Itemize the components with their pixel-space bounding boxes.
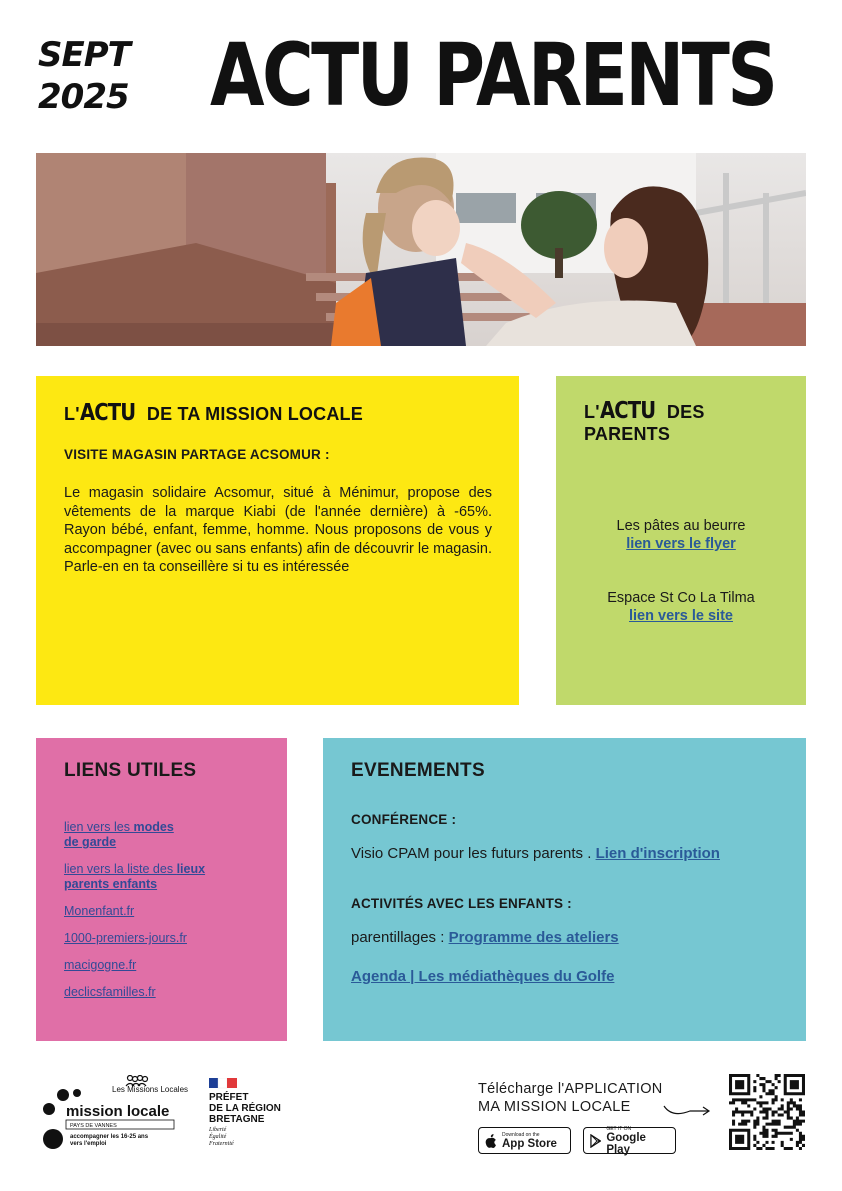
heading-suffix: DE TA MISSION LOCALE <box>141 404 363 424</box>
ml-tagline-1: accompagner les 16-25 ans <box>70 1134 149 1140</box>
events-box <box>323 738 806 1041</box>
mission-locale-logo <box>40 1075 190 1160</box>
app-store-button[interactable] <box>478 1127 571 1154</box>
activities-text: parentillages : <box>351 929 449 946</box>
prefet-bretagne-logo <box>208 1078 308 1153</box>
useful-links-box <box>36 738 287 1041</box>
prefet-line-3: BRETAGNE <box>209 1114 265 1125</box>
heading-prefix: L' <box>64 404 80 424</box>
prefet-line-2: DE LA RÉGION <box>209 1103 281 1114</box>
apple-icon <box>485 1134 497 1148</box>
google-play-label: Google Play <box>606 1131 646 1156</box>
prefet-line-1: PRÉFET <box>209 1092 249 1103</box>
parents-news-box <box>556 376 806 705</box>
ml-name: mission locale <box>66 1103 170 1120</box>
conference-text: Visio CPAM pour les futurs parents . <box>351 845 596 862</box>
parents-item-text: Espace St Co La Tilma <box>607 590 755 606</box>
hero-illustration <box>36 153 806 346</box>
issue-year: 2025 <box>38 77 129 117</box>
heading-actu-word: ACTU <box>599 398 655 424</box>
app-store-label: App Store <box>502 1137 557 1150</box>
app-line-1: Télécharge l'APPLICATION <box>478 1081 663 1097</box>
google-play-small-label: GET IT ON <box>606 1125 632 1132</box>
heading-actu-word: ACTU <box>79 400 135 426</box>
app-download-text <box>478 1080 663 1116</box>
macigogne-link[interactable]: macigogne.fr <box>64 958 137 972</box>
list-item <box>64 820 259 850</box>
heading-line2: PARENTS <box>584 424 671 444</box>
agenda-link[interactable]: Agenda | Les médiathèques du Golfe <box>351 968 615 985</box>
conference-row <box>351 845 778 862</box>
list-item <box>64 931 259 946</box>
parents-heading <box>584 400 778 445</box>
arrow-icon <box>662 1102 712 1118</box>
flyer-link[interactable]: lien vers le flyer <box>626 536 736 552</box>
hero-photo <box>36 153 806 346</box>
ml-network-label: Les Missions Locales <box>112 1085 189 1094</box>
parents-item <box>584 589 778 625</box>
events-heading: EVENEMENTS <box>351 760 485 781</box>
list-item <box>64 904 259 919</box>
site-link[interactable]: lien vers le site <box>629 608 733 624</box>
app-store-small-label: Download on the <box>502 1131 540 1138</box>
app-line-2: MA MISSION LOCALE <box>478 1099 631 1115</box>
motto-2: Égalité <box>209 1134 227 1140</box>
store-visit-subheading: VISITE MAGASIN PARTAGE ACSOMUR : <box>64 447 330 462</box>
parent-child-places-link[interactable]: lien vers la liste des lieux parents enfants <box>64 862 206 891</box>
declicsfamilles-link[interactable]: declicsfamilles.fr <box>64 985 156 999</box>
page-title: ACTU PARENTS <box>210 26 776 126</box>
useful-links-list <box>64 820 259 1000</box>
parents-item <box>584 517 778 553</box>
list-item <box>64 958 259 973</box>
motto-3: Fraternité <box>209 1141 234 1147</box>
store-visit-body: Le magasin solidaire Acsomur, situé à Ménimur, propose des vêtements de la marque Kiabi (de l'année dernière) à -65%. Rayon bébé, enfant, femme, homme. Nous proposons de vous y accompagner (avec ou sans enfants) afin de découvrir le magasin. Parle-en en ta conseillère si tu es intéressée <box>64 485 492 575</box>
google-play-icon <box>590 1134 601 1148</box>
qr-modules <box>729 1074 805 1150</box>
registration-link[interactable]: Lien d'inscription <box>595 845 720 862</box>
agenda-row <box>351 968 778 985</box>
childcare-modes-link[interactable]: lien vers les modes de garde <box>64 820 174 849</box>
parents-items <box>584 517 778 625</box>
ml-tagline-2: vers l'emploi <box>70 1141 107 1147</box>
activities-label: ACTIVITÉS AVEC LES ENFANTS : <box>351 896 572 911</box>
workshops-program-link[interactable]: Programme des ateliers <box>448 929 619 946</box>
issue-date <box>38 34 130 118</box>
heading-prefix: L' <box>584 402 600 422</box>
motto-1: Liberté <box>209 1127 227 1133</box>
ml-area: PAYS DE VANNES <box>70 1123 117 1129</box>
qr-code[interactable] <box>729 1074 805 1150</box>
qr-code-icon <box>729 1074 805 1150</box>
parents-item-text: Les pâtes au beurre <box>616 518 746 534</box>
activities-row <box>351 929 778 946</box>
monenfant-link[interactable]: Monenfant.fr <box>64 904 135 918</box>
1000-premiers-jours-link[interactable]: 1000-premiers-jours.fr <box>64 931 187 945</box>
marianne-flag-icon <box>209 1078 237 1088</box>
list-item <box>64 862 259 892</box>
list-item <box>64 985 259 1000</box>
issue-month: SEPT <box>38 35 130 75</box>
mission-locale-news-box <box>36 376 519 705</box>
useful-links-heading: LIENS UTILES <box>64 760 197 781</box>
heading-suffix: DES <box>661 402 705 422</box>
google-play-button[interactable] <box>583 1127 676 1154</box>
conference-label: CONFÉRENCE : <box>351 812 457 827</box>
mission-locale-heading <box>64 402 491 425</box>
